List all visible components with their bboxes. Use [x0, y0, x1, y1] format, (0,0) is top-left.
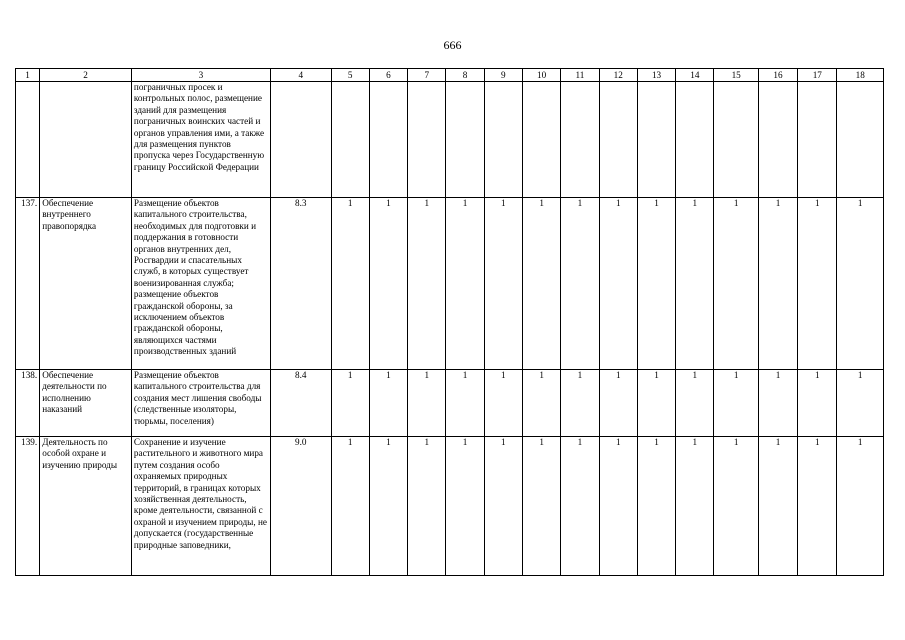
row-description: Размещение объектов капитального строительства, необходимых для подготовки и поддержания в готовности органов внутренних дел, Росгвардии и спасательных служб, в которых существует военизированная служба; размещение объектов гражданской обороны, за исключением объектов гражданской обороны, являющихся частями производственных зданий — [131, 198, 270, 370]
row-value: 1 — [599, 198, 637, 370]
row-value: 1 — [837, 437, 884, 576]
zoning-table — [15, 68, 884, 576]
row-value: 1 — [484, 370, 522, 437]
row-code: 8.4 — [271, 370, 331, 437]
row-value: 1 — [408, 370, 446, 437]
row-value: 1 — [446, 198, 484, 370]
column-header: 13 — [637, 69, 675, 82]
row-value: 1 — [714, 437, 758, 576]
row-value: 1 — [484, 198, 522, 370]
row-value: 1 — [758, 437, 797, 576]
column-header: 15 — [714, 69, 758, 82]
row-value: 1 — [637, 437, 675, 576]
row-value: 1 — [446, 437, 484, 576]
table-row — [16, 198, 884, 370]
column-header: 6 — [369, 69, 407, 82]
row-value: 1 — [714, 198, 758, 370]
row-value — [837, 82, 884, 198]
column-header: 11 — [561, 69, 599, 82]
row-code: 8.3 — [271, 198, 331, 370]
row-value: 1 — [369, 437, 407, 576]
column-header: 12 — [599, 69, 637, 82]
row-value — [798, 82, 837, 198]
row-name: Деятельность по особой охране и изучению природы — [40, 437, 132, 576]
row-value: 1 — [446, 370, 484, 437]
row-value: 1 — [637, 198, 675, 370]
row-name: Обеспечение деятельности по исполнению наказаний — [40, 370, 132, 437]
row-value — [714, 82, 758, 198]
row-value: 1 — [561, 437, 599, 576]
column-header: 10 — [523, 69, 561, 82]
row-value: 1 — [758, 198, 797, 370]
row-index: 138. — [16, 370, 40, 437]
row-value: 1 — [676, 437, 714, 576]
row-value: 1 — [798, 198, 837, 370]
row-name: Обеспечение внутреннего правопорядка — [40, 198, 132, 370]
row-value: 1 — [369, 198, 407, 370]
row-index — [16, 82, 40, 198]
page-number: 666 — [443, 38, 462, 52]
table-row — [16, 370, 884, 437]
column-header: 16 — [758, 69, 797, 82]
column-header: 2 — [40, 69, 132, 82]
row-value: 1 — [676, 370, 714, 437]
column-header: 4 — [271, 69, 331, 82]
row-value: 1 — [714, 370, 758, 437]
row-value: 1 — [408, 437, 446, 576]
row-value: 1 — [837, 370, 884, 437]
row-value: 1 — [599, 370, 637, 437]
row-value: 1 — [331, 370, 369, 437]
row-value — [599, 82, 637, 198]
row-value — [758, 82, 797, 198]
row-code: 9.0 — [271, 437, 331, 576]
row-value — [484, 82, 522, 198]
row-value — [637, 82, 675, 198]
row-value — [676, 82, 714, 198]
row-value: 1 — [561, 198, 599, 370]
table-header-row — [16, 69, 884, 82]
row-index: 137. — [16, 198, 40, 370]
row-value — [446, 82, 484, 198]
column-header: 17 — [798, 69, 837, 82]
column-header: 7 — [408, 69, 446, 82]
row-value: 1 — [798, 437, 837, 576]
row-value: 1 — [837, 198, 884, 370]
row-value: 1 — [484, 437, 522, 576]
row-value: 1 — [676, 198, 714, 370]
row-value — [523, 82, 561, 198]
row-value — [369, 82, 407, 198]
column-header: 5 — [331, 69, 369, 82]
row-description: пограничных просек и контрольных полос, размещение зданий для размещения пограничных воинских частей и органов управления ими, а также для размещения пунктов пропуска через Государственную границу Российской Федерации — [131, 82, 270, 198]
row-value: 1 — [758, 370, 797, 437]
column-header: 1 — [16, 69, 40, 82]
row-value: 1 — [408, 198, 446, 370]
row-value: 1 — [369, 370, 407, 437]
row-value: 1 — [331, 198, 369, 370]
row-value: 1 — [798, 370, 837, 437]
row-value — [408, 82, 446, 198]
row-value: 1 — [599, 437, 637, 576]
row-value: 1 — [523, 437, 561, 576]
row-value: 1 — [523, 198, 561, 370]
column-header: 3 — [131, 69, 270, 82]
row-description: Сохранение и изучение растительного и животного мира путем создания особо охраняемых природных территорий, в границах которых хозяйственная деятельность, кроме деятельности, связанной с охраной и изучением природы, не допускается (государственные природные заповедники, — [131, 437, 270, 576]
row-value — [331, 82, 369, 198]
row-index: 139. — [16, 437, 40, 576]
table-row — [16, 437, 884, 576]
row-description: Размещение объектов капитального строительства для создания мест лишения свободы (следственные изоляторы, тюрьмы, поселения) — [131, 370, 270, 437]
row-value — [561, 82, 599, 198]
column-header: 14 — [676, 69, 714, 82]
column-header: 8 — [446, 69, 484, 82]
row-code — [271, 82, 331, 198]
row-name — [40, 82, 132, 198]
row-value: 1 — [637, 370, 675, 437]
column-header: 18 — [837, 69, 884, 82]
table-row — [16, 82, 884, 198]
column-header: 9 — [484, 69, 522, 82]
row-value: 1 — [561, 370, 599, 437]
row-value: 1 — [523, 370, 561, 437]
row-value: 1 — [331, 437, 369, 576]
